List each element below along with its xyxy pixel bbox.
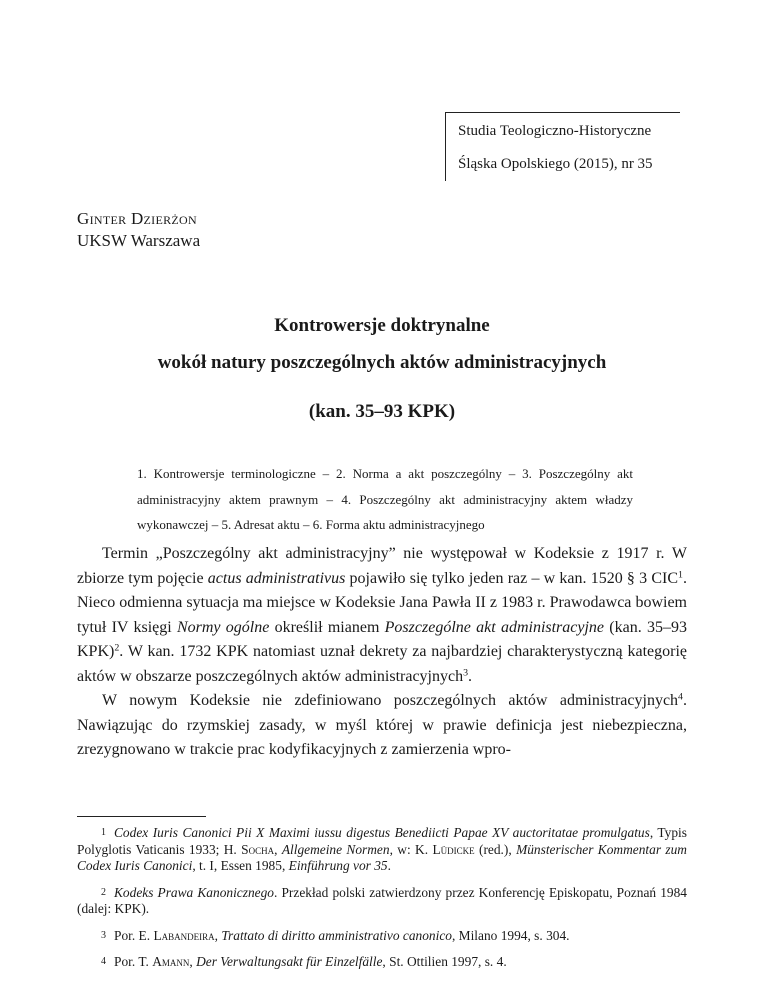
p2-text-b: . Nawiązując do rzymskiej zasady, w myśl której w prawie definicja jest niebezpieczna, zrezygnowano w trakcie prac kodyfikacyjnych z zamierzenia wpro- — [77, 692, 687, 758]
footnote-3 — [77, 928, 687, 945]
footnotes — [77, 825, 687, 981]
article-title-line-2: wokół natury poszczególnych aktów administracyjnych — [157, 352, 607, 373]
footnote-3-text-a: Por. E. — [114, 927, 154, 943]
footnote-2-number: 2 — [101, 886, 106, 898]
p1-emph-d: Poszczególne akt administracyjne — [384, 618, 605, 636]
author-name-text: Ginter Dzierżon — [77, 209, 197, 228]
article-title-line-3: (kan. 35–93 KPK) — [308, 401, 456, 422]
footnote-1-text-d: , w: K. — [389, 841, 433, 857]
footnote-3-text-c: , Milano 1994, s. 304. — [451, 927, 570, 943]
footnote-2-text-b: . Przekład polski zatwierdzony przez Konferencję Episkopatu, Poznań 1984 (dalej: KPK). — [77, 884, 687, 916]
footnote-2-emph-a: Kodeks Prawa Kanonicznego — [114, 884, 274, 900]
article-title-line-1: Kontrowersje doktrynalne — [274, 315, 490, 336]
p1-text-c: . Nieco odmienna sytuacja ma miejsce w Kodeksie Jana Pawła II z 1983 r. Prawodawca bowiem tytuł IV księgi — [77, 569, 687, 636]
p1-text-b: pojawiło się tylko jeden raz – w kan. 1520 § 3 CIC — [345, 569, 679, 587]
p1-text-g: . — [468, 667, 473, 685]
footnote-3-emph-b: Trattato di diritto amministrativo canonico — [221, 927, 452, 943]
footnote-3-author: Labandeira — [153, 927, 215, 943]
footnote-2 — [77, 885, 687, 918]
footnote-ref-2[interactable]: 2 — [114, 642, 120, 654]
footnote-1-emph-a: Codex Iuris Canonici Pii X Maximi iussu digestus Benediicti Papae XV auctoritatae promulgatus — [114, 825, 650, 840]
p1-emph-a: actus administrativus — [207, 569, 346, 587]
article-body — [77, 542, 687, 763]
footnote-ref-3[interactable]: 3 — [463, 667, 469, 679]
footnote-1-emph-c: Allgemeine Normen — [281, 841, 390, 857]
footnote-3-number: 3 — [101, 929, 106, 941]
footnote-3-text-b: , — [214, 927, 222, 943]
p1-emph-c: Normy ogólne — [176, 618, 270, 636]
footnote-1-emph-e: Münsterischer Kommentar zum Codex Iuris Canonici — [77, 841, 687, 873]
footnote-4 — [77, 954, 687, 971]
footnote-1-text-f: , t. I, Essen 1985, — [192, 858, 289, 873]
p1-text-f: . W kan. 1732 KPK natomiast uznał dekrety za najbardziej charakterystyczną kategorię aktów w obszarze poszczególnych aktów administracyjnych — [77, 643, 687, 685]
p1-text-a: Termin „Poszczególny akt administracyjny” nie występował w Kodeksie z 1917 r. W zbiorze tym pojęcie — [77, 545, 687, 587]
journal-header-box — [445, 112, 680, 181]
p1-text-d: określił mianem — [269, 618, 385, 636]
p1-text-e: (kan. 35–93 KPK) — [77, 618, 687, 660]
footnote-ref-1[interactable]: 1 — [678, 569, 683, 581]
author-name — [77, 210, 197, 227]
footnote-1 — [77, 825, 687, 875]
footnote-1-emph-f: Einführung vor 35 — [288, 858, 388, 873]
footnote-1-author-socha: Socha — [241, 841, 275, 857]
footnote-1-number: 1 — [101, 827, 106, 838]
journal-issue: Śląska Opolskiego (2015), nr 35 — [458, 156, 653, 172]
paragraph-2 — [77, 689, 687, 763]
journal-name: Studia Teologiczno-Historyczne — [458, 123, 652, 139]
footnote-1-text-g: . — [387, 858, 391, 873]
p2-text-a: W nowym Kodeksie nie zdefiniowano poszczególnych aktów administracyjnych — [102, 692, 679, 709]
footnote-4-number: 4 — [101, 956, 106, 967]
footnote-divider — [77, 816, 206, 817]
footnote-1-text-b: , Typis Polyglotis Vaticanis 1933; H. — [77, 825, 687, 857]
footnote-ref-4[interactable]: 4 — [678, 691, 683, 703]
footnote-4-text-c: , St. Ottilien 1997, s. 4. — [382, 954, 507, 969]
footnote-4-text-b: , — [189, 954, 197, 969]
footnote-1-text-c: , — [274, 841, 282, 857]
footnote-1-author-ludicke: Lüdicke — [432, 841, 475, 857]
footnote-1-text-e: (red.), — [474, 841, 517, 857]
footnote-4-text-a: Por. T. — [114, 954, 153, 969]
footnote-4-author: Amann — [152, 954, 190, 969]
author-affiliation: UKSW Warszawa — [77, 231, 201, 250]
table-of-contents: 1. Kontrowersje terminologiczne – 2. Norma a akt poszczególny – 3. Poszczególny akt administracyjny aktem prawnym – 4. Poszczególny akt administracyjny aktem władzy wykonawczej – 5. Adresat aktu – 6. Forma aktu administracyjnego — [137, 466, 633, 532]
footnote-4-emph-b: Der Verwaltungsakt für Einzelfälle — [196, 954, 383, 969]
paragraph-1 — [77, 542, 687, 689]
